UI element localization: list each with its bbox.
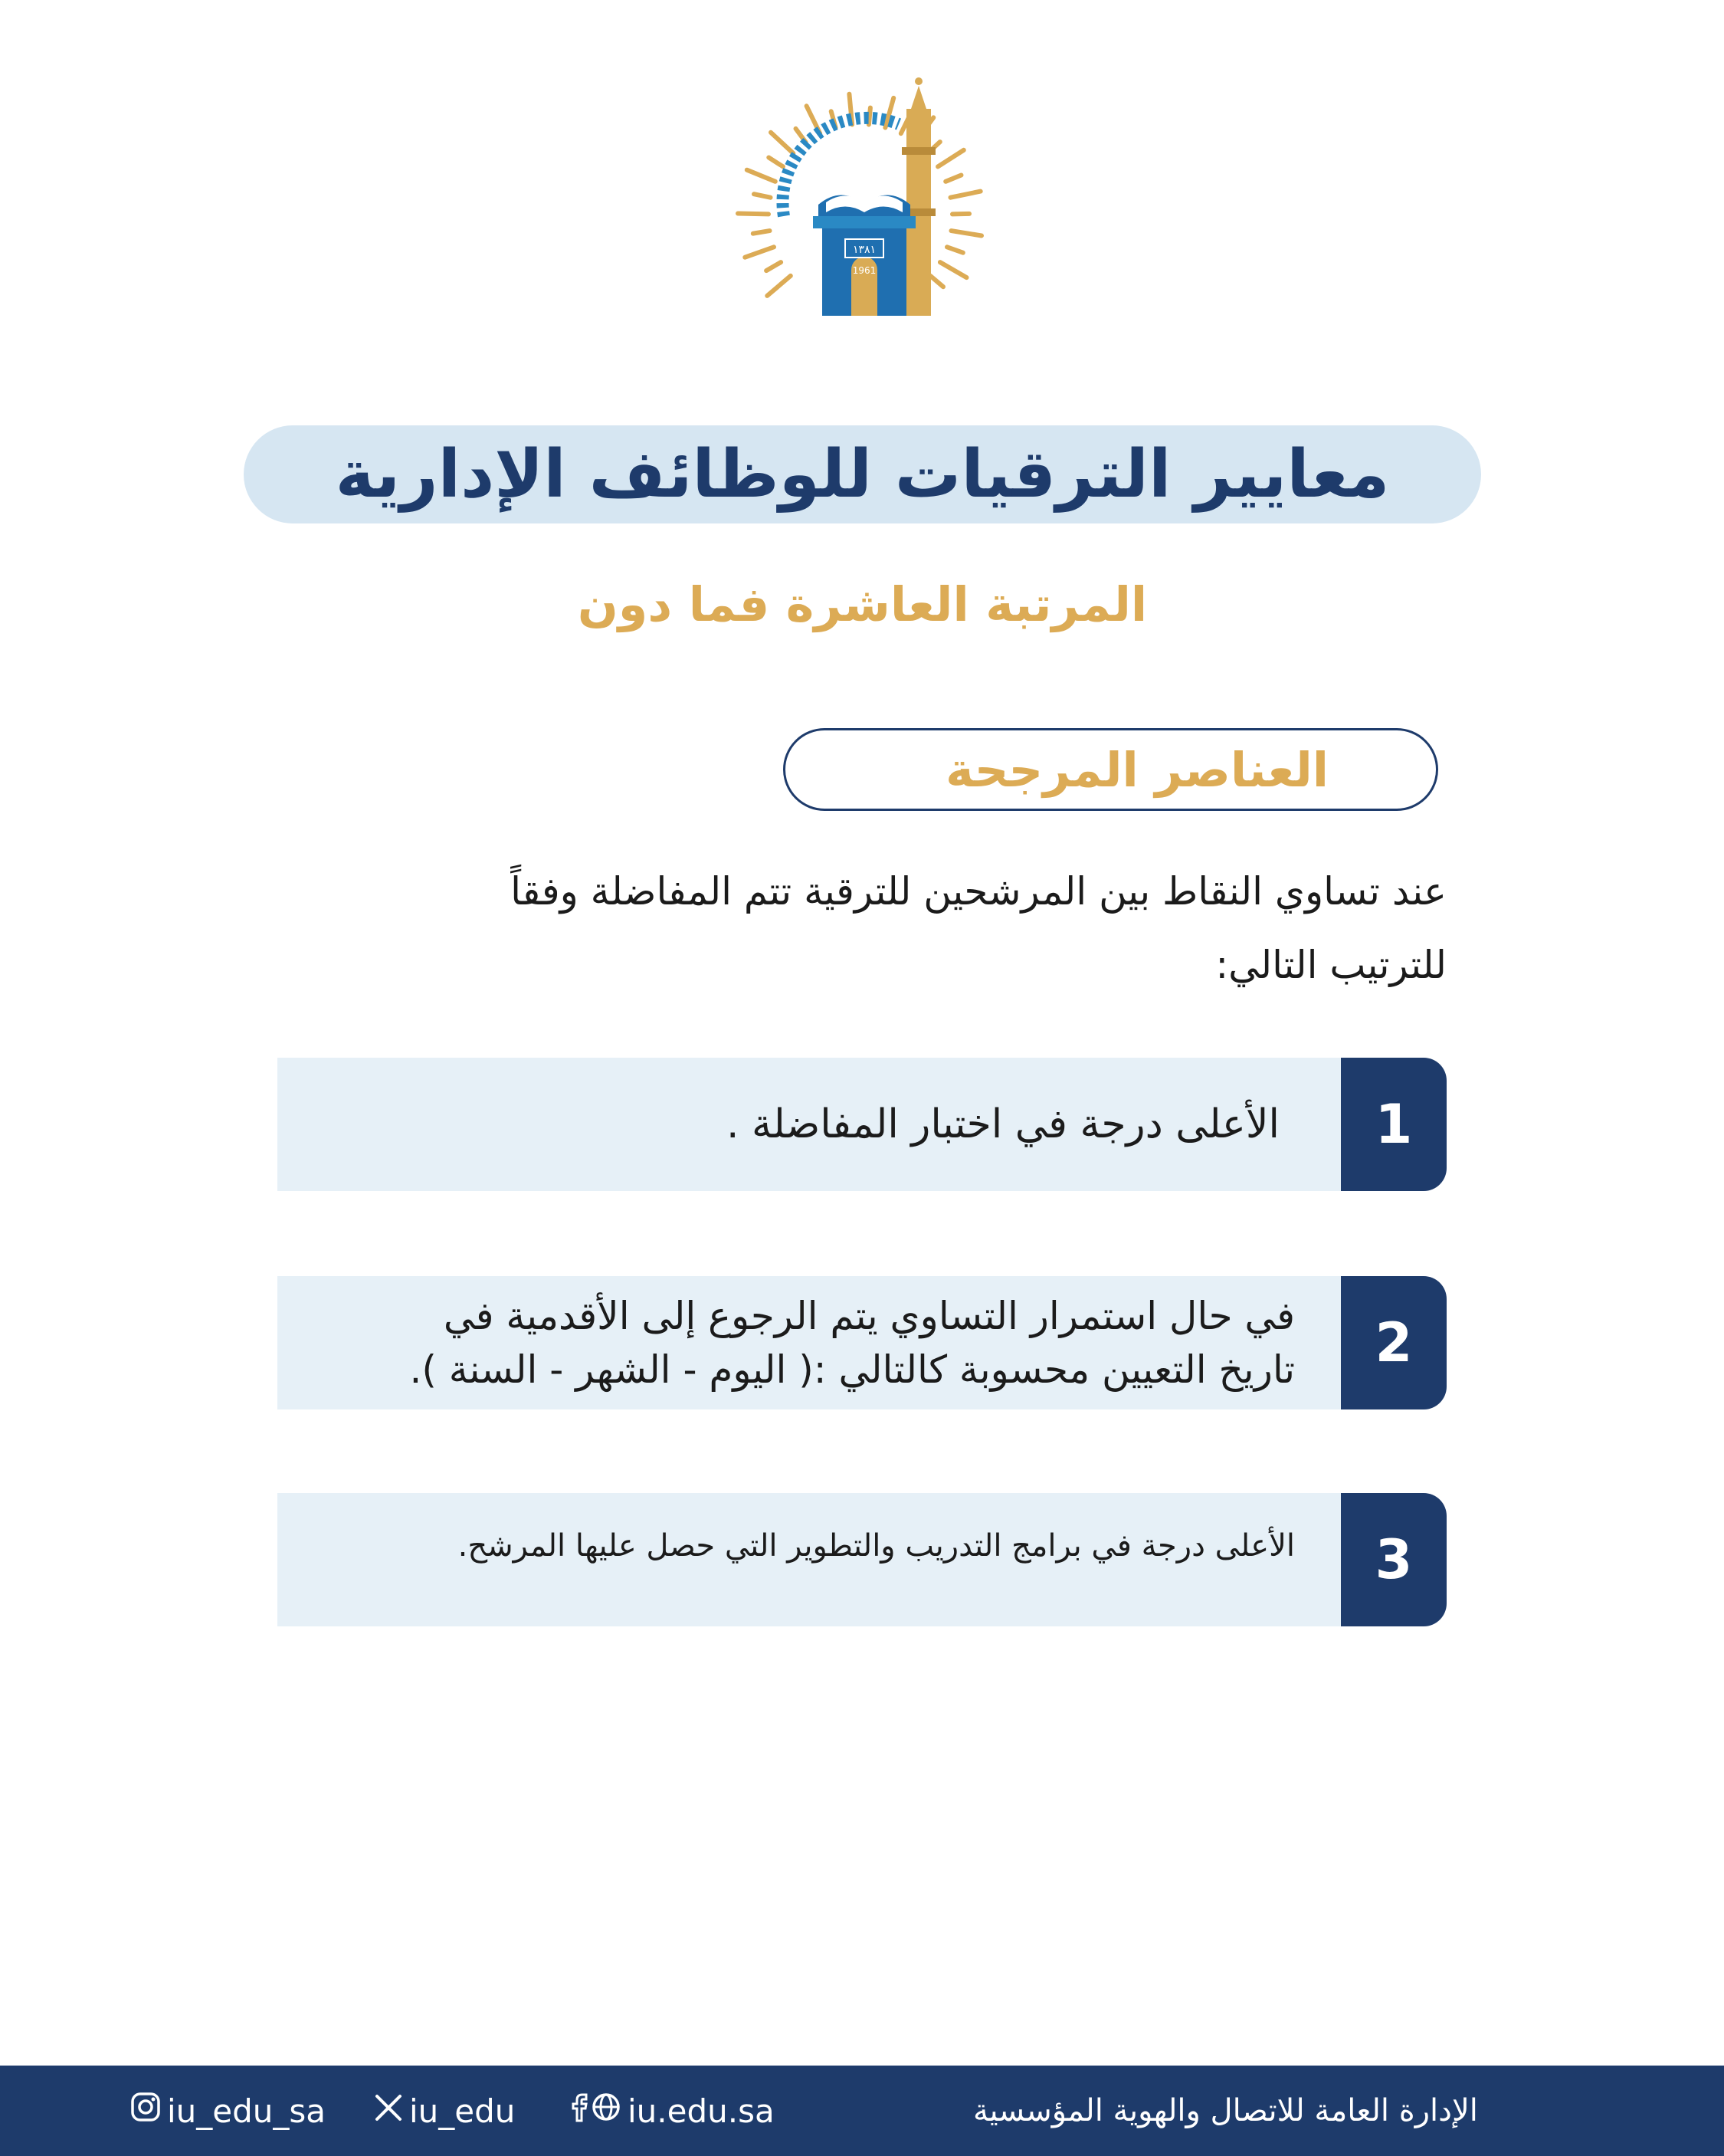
instagram-icon	[130, 2092, 161, 2130]
item-number-badge: 2	[1341, 1276, 1447, 1409]
item-text-line-2: تاريخ التعيين محسوبة كالتالي :( اليوم - الشهر - السنة ).	[409, 1347, 1295, 1392]
globe-icon	[591, 2092, 621, 2130]
logo-ray	[745, 247, 774, 257]
logo-ray	[946, 176, 961, 182]
logo-ray	[938, 150, 964, 167]
intro-text	[230, 855, 1447, 1002]
item-text	[291, 1058, 1295, 1191]
university-emblem-icon	[730, 63, 991, 331]
x-icon	[374, 2092, 403, 2130]
logo-ray	[771, 133, 793, 153]
item-text-line-1: في حال استمرار التساوي يتم الرجوع إلى الأقدمية في	[443, 1294, 1295, 1338]
logo-ray	[738, 214, 769, 215]
intro-line-1: عند تساوي النقاط بين المرشحين للترقية تتم المفاضلة وفقاً	[510, 869, 1447, 914]
logo-ray	[930, 276, 943, 287]
footer-instagram[interactable]	[130, 2066, 326, 2156]
facebook-icon	[571, 2092, 588, 2130]
item-number-badge: 1	[1341, 1058, 1447, 1191]
logo-year-english: 1961	[852, 265, 877, 276]
instagram-handle: iu_edu_sa	[167, 2092, 326, 2130]
item-text	[291, 1276, 1295, 1409]
logo-year-arabic: ١٣٨١	[852, 244, 877, 256]
logo-ray	[754, 194, 771, 198]
footer-x[interactable]	[374, 2066, 515, 2156]
item-text-line: الأعلى درجة في برامج التدريب والتطوير التي حصل عليها المرشح.	[457, 1528, 1295, 1564]
logo-ray	[951, 192, 981, 198]
logo-ray	[947, 247, 963, 252]
logo-ray	[753, 231, 770, 234]
x-handle: iu_edu	[409, 2092, 516, 2130]
logo-ray	[952, 214, 969, 215]
logo-ray	[952, 231, 982, 235]
logo-ray	[769, 158, 783, 167]
logo-ray	[869, 108, 870, 125]
logo-ray	[767, 276, 791, 296]
item-text	[291, 1479, 1295, 1613]
logo-ray	[940, 262, 967, 277]
footer-department: الإدارة العامة للاتصال والهوية المؤسسية	[973, 2093, 1478, 2128]
intro-line-2: للترتيب التالي:	[1215, 943, 1447, 987]
section-header: العناصر المرجحة	[783, 728, 1438, 811]
logo-ray	[766, 262, 781, 271]
footer-web[interactable]	[571, 2066, 775, 2156]
page-title: معايير الترقيات للوظائف الإدارية	[335, 436, 1390, 513]
page-subtitle: المرتبة العاشرة فما دون	[577, 576, 1148, 632]
logo-ray	[747, 170, 775, 182]
item-text-line: الأعلى درجة في اختبار المفاضلة .	[726, 1101, 1280, 1147]
website-url: iu.edu.sa	[628, 2092, 775, 2130]
item-number-badge: 3	[1341, 1493, 1447, 1626]
